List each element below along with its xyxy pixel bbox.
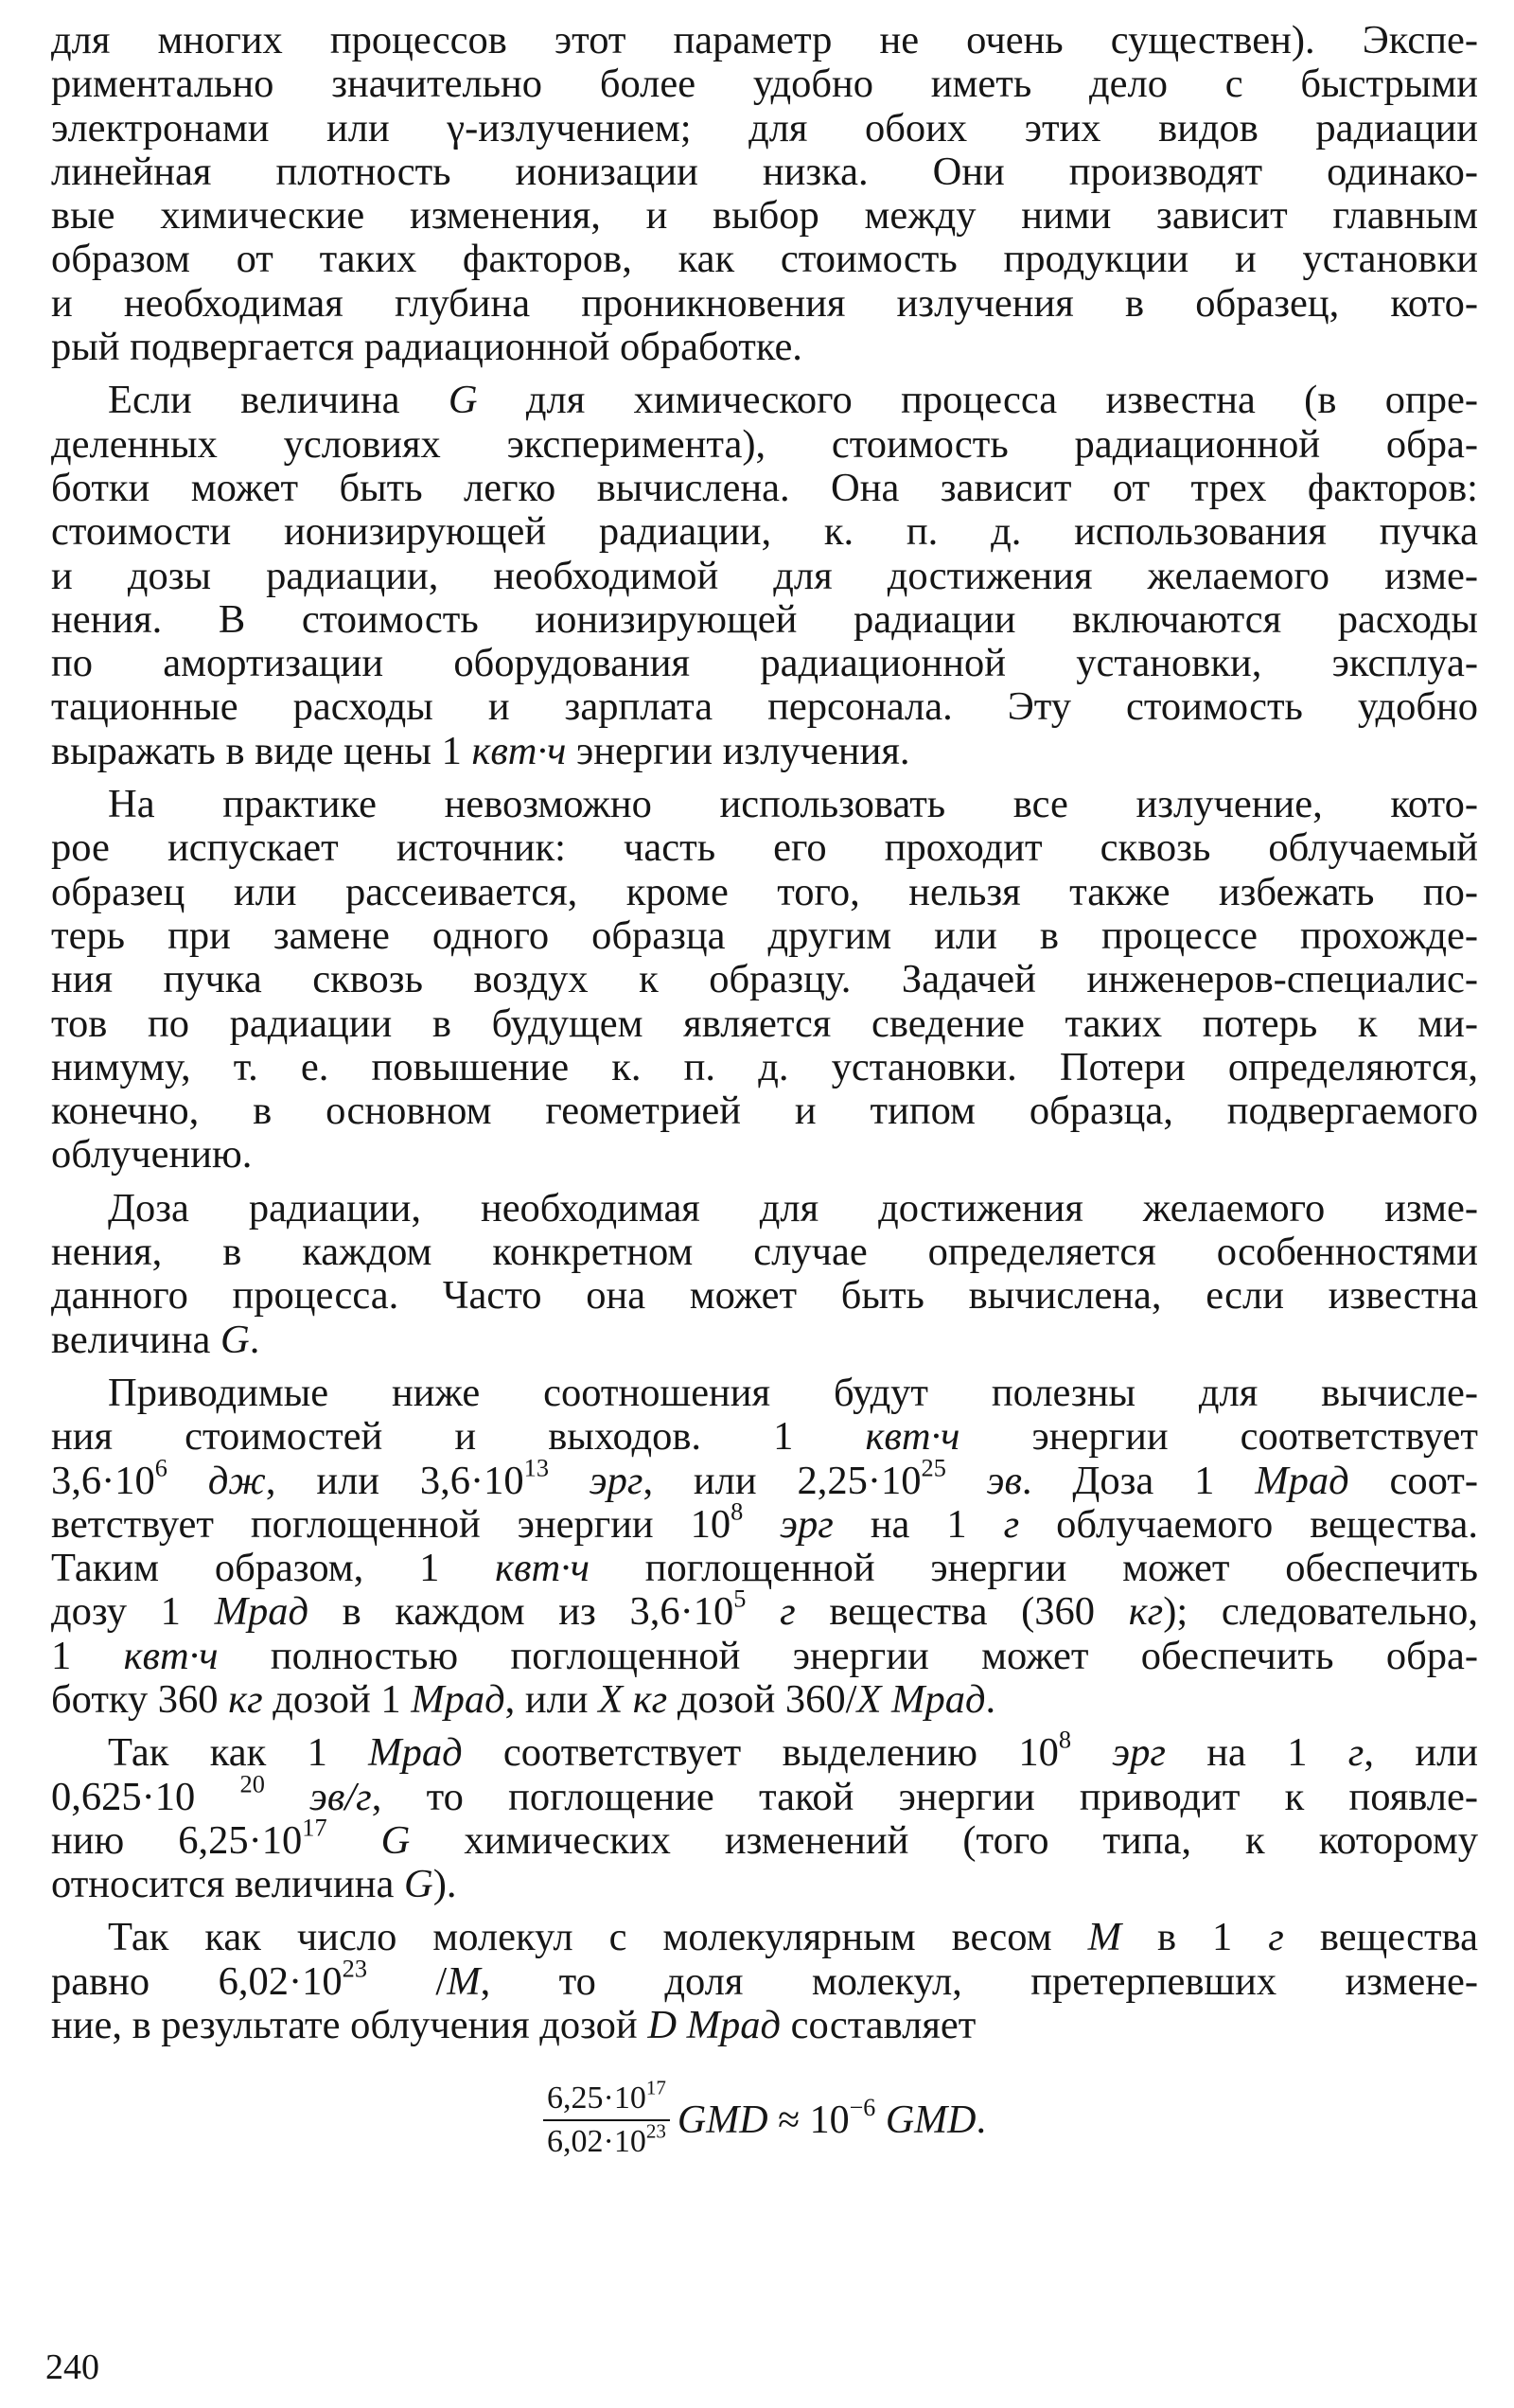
text-line: На практике невозможно использовать все излучение, кото- xyxy=(108,782,1478,827)
text-line: Доза радиации, необходимая для достижения желаемого изме- xyxy=(108,1185,1478,1231)
page-number: 240 xyxy=(45,2347,99,2387)
text-line: выражать в виде цены 1 квт·ч энергии излучения. xyxy=(51,728,910,773)
formula-fraction xyxy=(543,2076,670,2161)
text-line: рое испускает источник: часть его проходит сквозь облучаемый xyxy=(51,825,1478,871)
text-line: 0,625·10 $^{20}$ эв/г, то поглощение такой энергии приводит к появле- xyxy=(51,1770,1479,1819)
text-line: ботку 360 кг дозой 1 Мрад, или X кг дозой 360/X Мрад. xyxy=(51,1676,996,1722)
text-line: 1 квт·ч полностью поглощенной энергии может обеспечить обра- xyxy=(51,1633,1478,1678)
text-line: ние, в результате облучения дозой D Мрад составляет xyxy=(51,2003,977,2048)
text-line: по амортизации оборудования радиационной установки, эксплуа- xyxy=(51,641,1478,686)
text-line: и необходимая глубина проникновения излучения в образец, кото- xyxy=(51,280,1478,326)
formula-numerator: $6,25\cdot 10^{17}$ xyxy=(543,2080,670,2121)
text-line: терь при замене одного образца другим или в процессе прохожде- xyxy=(51,912,1478,958)
text-line: образом от таких факторов, как стоимость продукции и установки xyxy=(51,237,1478,282)
text-line: для многих процессов этот параметр не очень существен). Экспе- xyxy=(51,18,1478,62)
text-line: конечно, в основном геометрией и типом образца, подвергаемого xyxy=(51,1089,1478,1134)
text-line: $3,6\cdot 10^6$ дж, или $3,6\cdot 10^{13}$ эрг, или $2,25\cdot 10^{25}$ эв. Доза 1 Мрад соот- xyxy=(51,1454,1479,1503)
text-line: равно $6,02\cdot 10^{23}$ /M, то доля молекул, претерпевших измене- xyxy=(51,1955,1479,2004)
text-line: Так как число молекул с молекулярным весом M в 1 г вещества xyxy=(108,1915,1478,1960)
text-line: относится величина G). xyxy=(51,1862,457,1907)
text-line: ветствует поглощенной энергии $10^8$ эрг на 1 г облучаемого вещества. xyxy=(51,1497,1479,1547)
text-line: нию $6,25\cdot 10^{17}$ G химических изменений (того типа, к которому xyxy=(51,1814,1478,1863)
text-line: стоимости ионизирующей радиации, к. п. д. использования пучка xyxy=(51,509,1478,555)
text-line: и дозы радиации, необходимой для достижения желаемого изме- xyxy=(51,553,1478,598)
text-line: вые химические изменения, и выбор между ними зависит главным xyxy=(51,193,1478,239)
text-line: Если величина G для химического процесса известна (в опре- xyxy=(108,378,1478,423)
formula-rhs: GMD ≈ $10^{-6}$ GMD. xyxy=(677,2093,986,2143)
text-line: облучению. xyxy=(51,1132,253,1177)
paragraph xyxy=(51,783,1478,1177)
formula-denominator: $6,02\cdot 10^{23}$ xyxy=(547,2119,666,2160)
text-line: Таким образом, 1 квт·ч поглощенной энергии может обеспечить xyxy=(51,1546,1478,1591)
text-line: тов по радиации в будущем является сведение таких потерь к ми- xyxy=(51,1000,1478,1046)
paragraph xyxy=(51,19,1478,369)
paragraph xyxy=(51,1187,1478,1362)
text-line: нимуму, т. е. повышение к. п. д. установки. Потери определяются, xyxy=(51,1044,1478,1089)
text-line: риментально значительно более удобно иметь дело с быстрыми xyxy=(51,62,1478,107)
text-line: электронами или γ-излучением; для обоих этих видов радиации xyxy=(51,105,1478,150)
text-line: нения. В стоимость ионизирующей радиации включаются расходы xyxy=(51,596,1478,642)
text-line: данного процесса. Часто она может быть вычислена, если известна xyxy=(51,1273,1478,1319)
text-line: ботки может быть легко вычислена. Она зависит от трех факторов: xyxy=(51,465,1478,510)
paragraph xyxy=(51,1372,1478,1722)
text-line: тационные расходы и зарплата персонала. Эту стоимость удобно xyxy=(51,684,1478,730)
text-line: деленных условиях эксперимента), стоимость радиационной обра- xyxy=(51,421,1478,467)
body-text xyxy=(51,19,1478,2047)
paragraph xyxy=(51,1726,1479,1907)
text-line: Так как 1 Мрад соответствует выделению $10^8$ эрг на 1 г, или xyxy=(108,1726,1479,1776)
paragraph xyxy=(51,1916,1478,2047)
text-line: нения, в каждом конкретном случае определяется особенностями xyxy=(51,1230,1478,1275)
formula xyxy=(51,2076,1478,2161)
text-line: ния стоимостей и выходов. 1 квт·ч энергии соответствует xyxy=(51,1414,1478,1460)
text-line: Приводимые ниже соотношения будут полезны для вычисле- xyxy=(108,1370,1478,1415)
paragraph xyxy=(51,379,1478,773)
text-line: рый подвергается радиационной обработке. xyxy=(51,325,802,370)
text-line: линейная плотность ионизации низка. Они производят одинако- xyxy=(51,149,1478,194)
text-line: величина G. xyxy=(51,1317,260,1362)
text-line: дозу 1 Мрад в каждом из $3,6\cdot 10^5$ г вещества (360 кг); следовательно, xyxy=(51,1585,1478,1635)
text-line: образец или рассеивается, кроме того, нельзя также избежать по- xyxy=(51,869,1478,914)
text-line: ния пучка сквозь воздух к образцу. Задачей инженеров-специалис- xyxy=(51,957,1478,1002)
